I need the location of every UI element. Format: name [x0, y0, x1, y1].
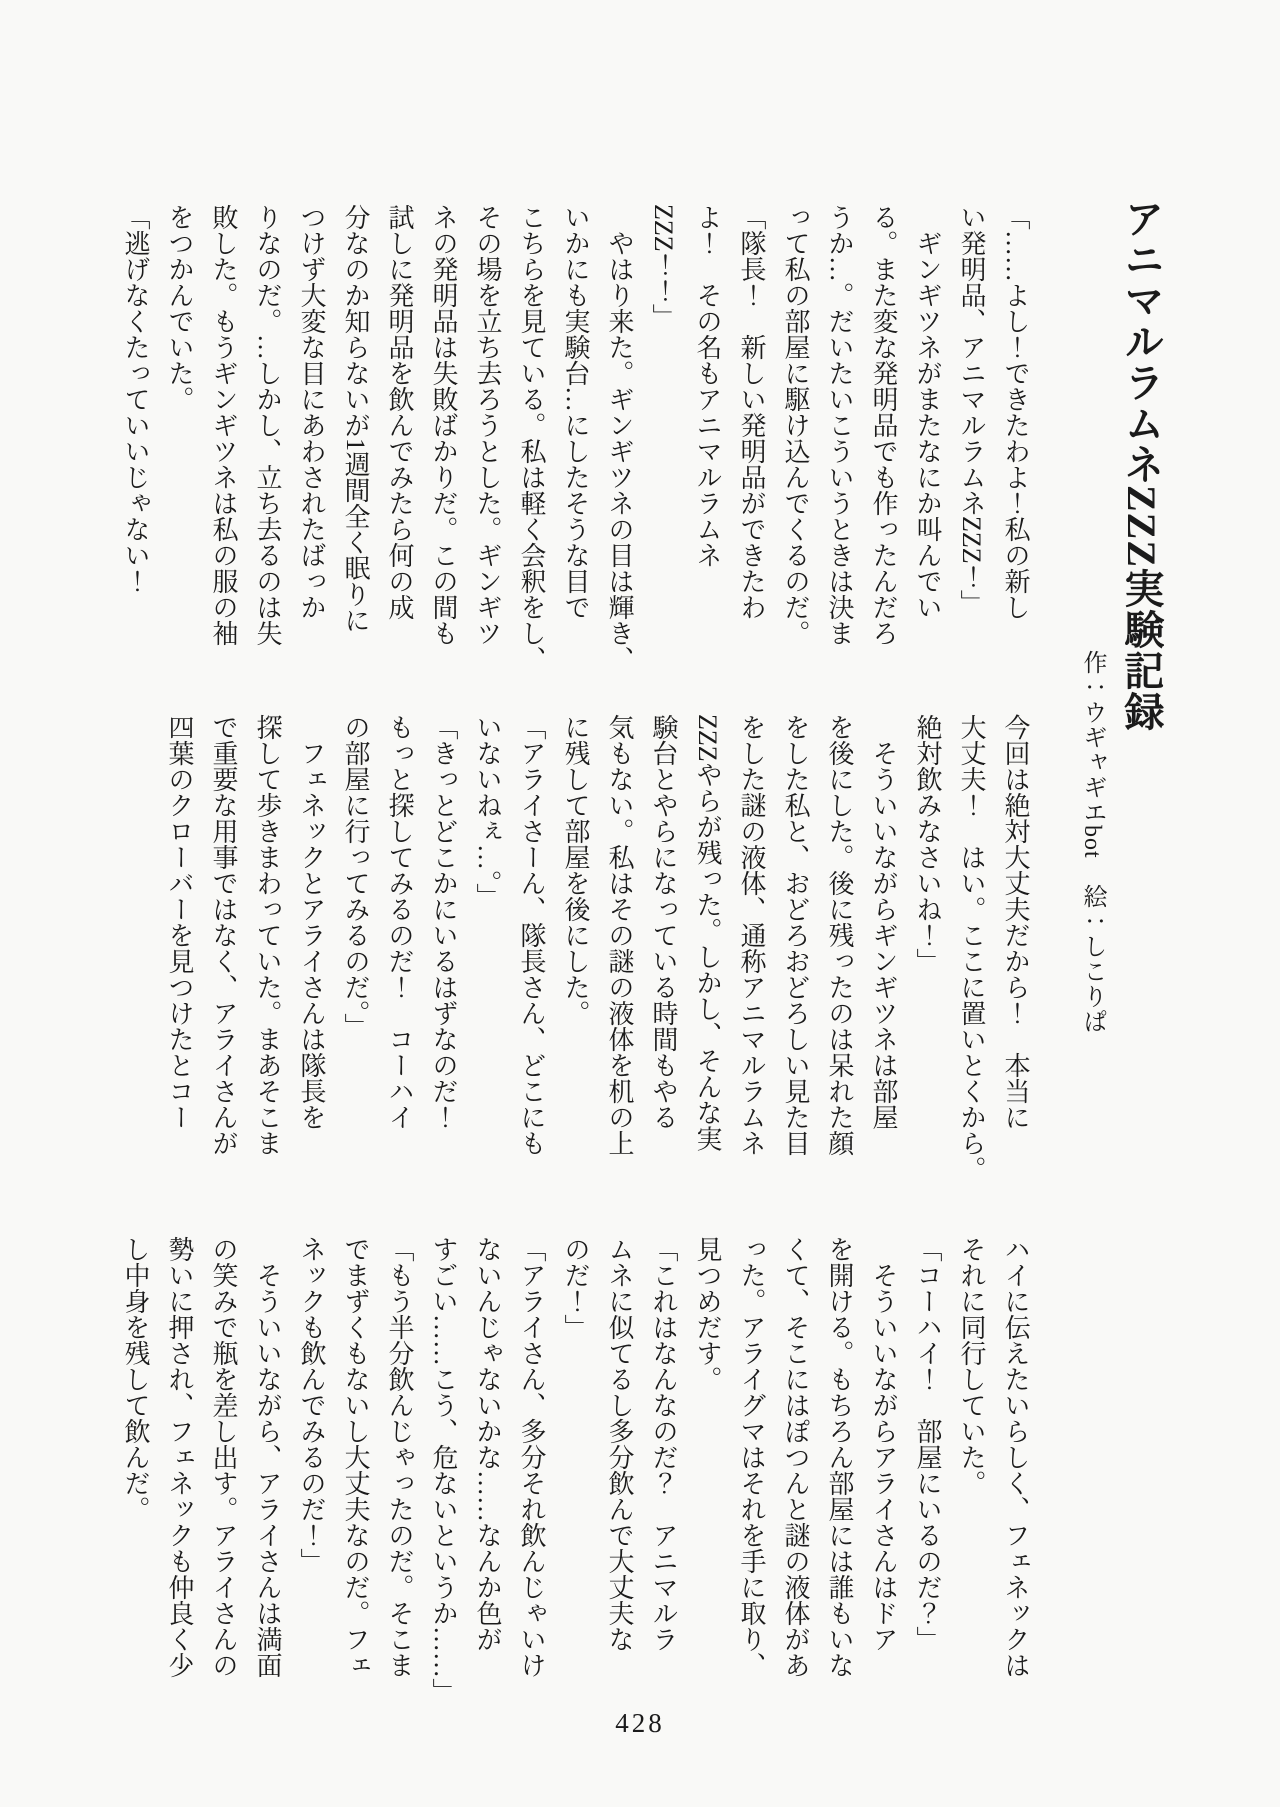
- text-column: 「きっとどこかにいるはずなのだ！: [429, 714, 458, 1130]
- text-column: を後にした。後に残ったのは呆れた顔: [825, 714, 854, 1156]
- text-column: 探して歩きまわっていた。まあそこま: [253, 714, 282, 1156]
- text-column: ネの発明品は失敗ばかりだ。この間も: [429, 204, 458, 646]
- text-column: 「アライさーん、隊長さん、どこにも: [517, 714, 546, 1156]
- text-column: ないんじゃないかな……なんか色が: [473, 1236, 502, 1652]
- text-column: 「……よし！できたわよ！私の新し: [1001, 204, 1030, 620]
- text-column: フェネックとアライさんは隊長を: [297, 740, 326, 1130]
- text-column: をした私と、おどろおどろしい見た目: [781, 714, 810, 1156]
- text-column: い発明品、アニマルラムネZZZ！」: [957, 204, 986, 616]
- text-column: 絶対飲みなさいね！」: [913, 714, 942, 974]
- text-column: いないねぇ…。」: [473, 714, 502, 909]
- text-column: ギンギツネがまたなにか叫んでい: [913, 230, 942, 620]
- text-column: そういいながら、アライさんは満面: [253, 1262, 282, 1678]
- text-column: その場を立ち去ろうとした。ギンギツ: [473, 204, 502, 646]
- page-number: 428: [615, 1708, 665, 1738]
- text-column: 敗した。もうギンギツネは私の服の袖: [209, 204, 238, 646]
- text-column: それに同行していた。: [957, 1236, 986, 1496]
- text-column: よ！ その名もアニマルラムネ: [693, 204, 722, 568]
- text-column: うか…。だいたいこういうときは決ま: [825, 204, 854, 646]
- text-column: ハイに伝えたいらしく、フェネックは: [1001, 1236, 1030, 1678]
- text-column: 験台とやらになっている時間もやる: [649, 714, 678, 1130]
- text-column: る。また変な発明品でも作ったんだろ: [869, 204, 898, 646]
- text-column: いかにも実験台…にしたそうな目で: [561, 204, 590, 620]
- text-column: りなのだ。…しかし、立ち去るのは失: [253, 204, 282, 646]
- text-column: の笑みで瓶を差し出す。アライさんの: [209, 1236, 238, 1678]
- text-column: やはり来た。ギンギツネの目は輝き、: [605, 230, 634, 672]
- text-column: った。アライグマはそれを手に取り、: [737, 1236, 766, 1678]
- text-column: 気もない。私はその謎の液体を机の上: [605, 714, 634, 1156]
- text-column: ネックも飲んでみるのだ！」: [297, 1236, 326, 1574]
- text-column: そういいながらギンギツネは部屋: [869, 740, 898, 1130]
- text-column: 「コーハイ！ 部屋にいるのだ？」: [913, 1236, 942, 1652]
- text-column: くて、そこにはぽつんと謎の液体があ: [781, 1236, 810, 1678]
- text-column: 分なのか知らないが1週間全く眠りに: [341, 204, 370, 633]
- text-column: つけず大変な目にあわされたばっか: [297, 204, 326, 620]
- text-column: を開ける。もちろん部屋には誰もいな: [825, 1236, 854, 1678]
- text-column: し中身を残して飲んだ。: [121, 1236, 150, 1522]
- text-column: で重要な用事ではなく、アライさんが: [209, 714, 238, 1156]
- text-column: ムネに似てるし多分飲んで大丈夫な: [605, 1236, 634, 1652]
- text-column: もっと探してみるのだ！ コーハイ: [385, 714, 414, 1130]
- text-column: 四葉のクローバーを見つけたとコー: [165, 714, 194, 1130]
- text-column: 「もう半分飲んじゃったのだ。そこま: [385, 1236, 414, 1678]
- text-column: の部屋に行ってみるのだ。」: [341, 714, 370, 1039]
- text-column: 「アライさん、多分それ飲んじゃいけ: [517, 1236, 546, 1678]
- text-column: こちらを見ている。私は軽く会釈をし、: [517, 204, 546, 672]
- text-column: 試しに発明品を飲んでみたら何の成: [385, 204, 414, 620]
- text-column: のだ！」: [561, 1236, 590, 1340]
- masthead: [1072, 198, 1170, 1198]
- text-column: 勢いに押され、フェネックも仲良く少: [165, 1236, 194, 1678]
- text-column: 見つめだす。: [693, 1236, 722, 1392]
- text-column: ZZZやらが残った。しかし、そんな実: [693, 714, 722, 1152]
- text-column: 「隊長！ 新しい発明品ができたわ: [737, 204, 766, 620]
- text-column: に残して部屋を後にした。: [561, 714, 590, 1026]
- text-column: 今回は絶対大丈夫だから！ 本当に: [1001, 714, 1030, 1130]
- text-column: 大丈夫！ はい。ここに置いとくから。: [957, 714, 986, 1182]
- text-column: すごい……こう、危ないというか……」: [429, 1236, 458, 1704]
- page-title: アニマルラムネZZZ実験記録: [1119, 198, 1164, 733]
- text-column: って私の部屋に駆け込んでくるのだ。: [781, 204, 810, 646]
- text-column: でまずくもないし大丈夫なのだ。フェ: [341, 1236, 370, 1678]
- text-column: 「逃げなくたっていいじゃない！: [121, 204, 150, 594]
- text-column: そういいながらアライさんはドア: [869, 1262, 898, 1652]
- author-credits: 作：ウギャギエbot 絵：しこりぱ: [1079, 650, 1105, 1034]
- text-block-top: [113, 204, 1037, 672]
- text-column: をつかんでいた。: [165, 204, 194, 412]
- text-column: ZZZ！！」: [649, 204, 678, 330]
- text-column: 「これはなんなのだ？ アニマルラ: [649, 1236, 678, 1652]
- text-column: をした謎の液体、通称アニマルラムネ: [737, 714, 766, 1156]
- text-block-bottom: [113, 1236, 1037, 1704]
- text-block-middle: [113, 714, 1037, 1182]
